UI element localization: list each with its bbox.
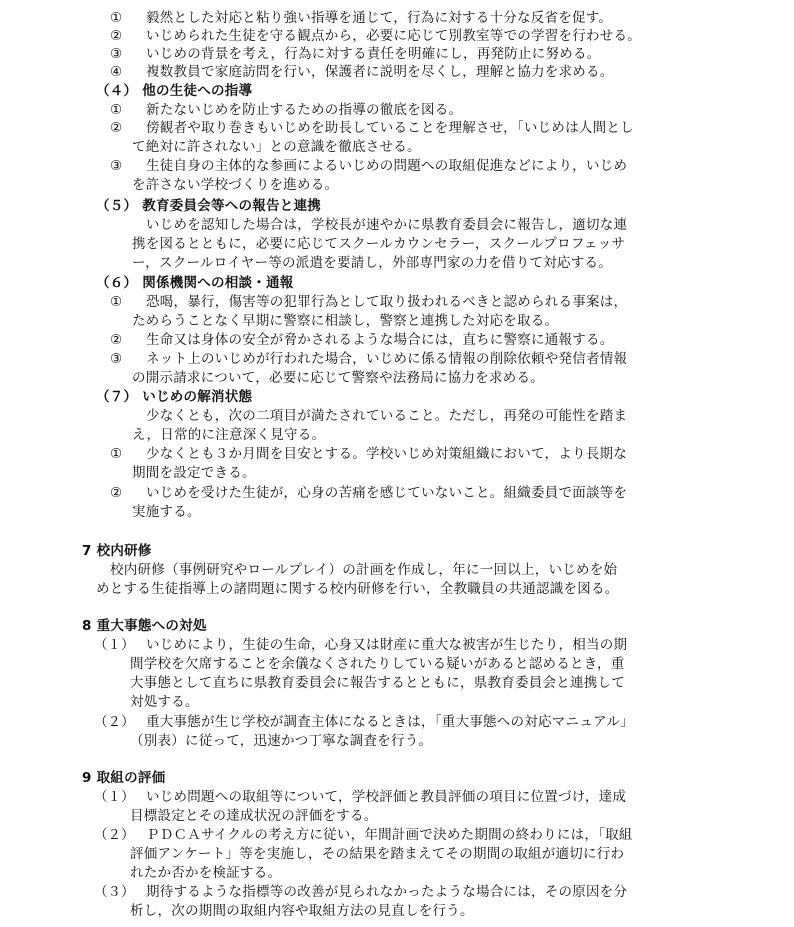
list-item-text: 期間を設定できる。 (132, 465, 256, 481)
list-item-number: ① (110, 446, 123, 462)
list-item-text: 評価アンケート」等を実施し，その結果を踏まえてその期間の取組が適切に行わ (130, 846, 625, 862)
list-item-text: 大事態として直ちに県教育委員会に報告するとともに，県教育委員会と連携して (130, 675, 625, 691)
list-item-text: 傍観者や取り巻きもいじめを助長していることを理解させ，「いじめは人間とし (146, 120, 634, 136)
section-heading: 8 重大事態への対処 (82, 618, 207, 634)
list-item-text: ためらうことなく早期に警察に相談し，警察と連携した対応を取る。 (132, 313, 559, 329)
list-item-number: ④ (110, 64, 123, 80)
section-heading: 7 校内研修 (82, 543, 152, 559)
list-item-text: いじめ問題への取組等について，学校評価と教員評価の項目に位置づけ，達成 (146, 789, 627, 805)
list-item-text: 析し，次の期間の取組内容や取組方法の見直しを行う。 (130, 903, 474, 919)
list-item-text: 期待するような指標等の改善が見られなかったような場合には，その原因を分 (146, 884, 628, 900)
list-item-number: （１） (94, 789, 135, 805)
paragraph-line: 少なくとも，次の二項目が満たされていること。ただし，再発の可能性を踏ま (146, 408, 628, 424)
list-item-text: れたか否かを検証する。 (130, 865, 282, 881)
section-heading: 9 取組の評価 (82, 770, 166, 786)
list-item-number: ① (110, 294, 123, 310)
list-item-text: 実施する。 (132, 504, 201, 520)
list-item-text: 生徒自身の主体的な参画によるいじめの問題への取組促進などにより，いじめ (146, 158, 628, 174)
list-item-number: （１） (94, 637, 135, 653)
list-item-number: ③ (110, 46, 123, 62)
list-item-number: （２） (94, 827, 135, 843)
list-item-text: ネット上のいじめが行われた場合，いじめに係る情報の削除依頼や発信者情報 (146, 351, 628, 367)
list-item-number: ② (110, 485, 123, 501)
list-item-number: （２） (94, 714, 135, 730)
paragraph-line: 校内研修（事例研究やロールプレイ）の計画を作成し，年に一回以上，いじめを始 (110, 562, 618, 578)
paragraph-line: めとする生徒指導上の諸問題に関する校内研修を行い，全教職員の共通認識を図る。 (96, 581, 619, 597)
list-item-number: ② (110, 28, 123, 44)
list-item-text: 間学校を欠席することを余儀なくされたりしている疑いがあると認めるとき，重 (130, 656, 625, 672)
paragraph-line: いじめを認知した場合は，学校長が速やかに県教育委員会に報告し，適切な連 (146, 217, 628, 233)
paragraph-line: ー，スクールロイヤー等の派遣を要請し，外部専門家の力を借りて対応する。 (132, 255, 613, 271)
paragraph-line: 携を図るとともに，必要に応じてスクールカウンセラー，スクールプロフェッサ (132, 236, 626, 252)
list-item-text: て絶対に許されない」との意識を徹底させる。 (132, 139, 421, 155)
list-item-text: （別表）に従って，迅速かつ丁寧な調査を行う。 (130, 733, 433, 749)
list-item-text: いじめにより，生徒の生命，心身又は財産に重大な被害が生じたり，相当の期 (146, 637, 628, 653)
list-item-text: 少なくとも３か月間を目安とする。学校いじめ対策組織において，より長期な (146, 446, 627, 462)
list-item-text: を許さない学校づくりを進める。 (132, 177, 339, 193)
subsection-heading: （５） 教育委員会等への報告と連携 (96, 198, 321, 214)
list-item-text: 毅然とした対応と粘り強い指導を通じて，行為に対する十分な反省を促す。 (146, 10, 613, 26)
list-item-text: 恐喝，暴行，傷害等の犯罪行為として取り扱われるべきと認められる事案は， (146, 294, 628, 310)
list-item-number: ① (110, 102, 123, 118)
list-item-number: ③ (110, 351, 123, 367)
list-item-text: いじめを受けた生徒が，心身の苦痛を感じていないこと。組織委員で面談等を (146, 485, 628, 501)
subsection-heading: （６） 関係機関への相談・通報 (96, 275, 294, 291)
list-item-number: ② (110, 120, 123, 136)
list-item-text: いじめられた生徒を守る観点から，必要に応じて別教室等での学習を行わせる。 (146, 28, 641, 44)
list-item-number: ② (110, 332, 123, 348)
list-item-number: ① (110, 10, 123, 26)
list-item-text: 重大事態が生じ学校が調査主体になるときは，「重大事態への対応マニュアル」 (146, 714, 634, 730)
subsection-heading: （４） 他の生徒への指導 (96, 83, 253, 99)
list-item-text: 目標設定とその達成状況の評価をする。 (130, 808, 378, 824)
list-item-text: 新たないじめを防止するための指導の徹底を図る。 (146, 102, 463, 118)
list-item-text: 対処する。 (130, 694, 199, 710)
list-item-number: ③ (110, 158, 123, 174)
paragraph-line: え，日常的に注意深く見守る。 (132, 427, 326, 443)
subsection-heading: （７） いじめの解消状態 (96, 389, 253, 405)
list-item-text: 生命又は身体の安全が脅かされるような場合には，直ちに警察に通報する。 (146, 332, 614, 348)
list-item-text: いじめの背景を考え，行為に対する責任を明確にし，再発防止に努める。 (146, 46, 601, 62)
list-item-text: 複数教員で家庭訪問を行い，保護者に説明を尽くし，理解と協力を求める。 (146, 64, 614, 80)
list-item-text: の開示請求について，必要に応じて警察や法務局に協力を求める。 (132, 370, 544, 386)
list-item-number: （３） (94, 884, 135, 900)
list-item-text: ＰＤＣＡサイクルの考え方に従い，年間計画で決めた期間の終わりには，「取組 (146, 827, 633, 843)
